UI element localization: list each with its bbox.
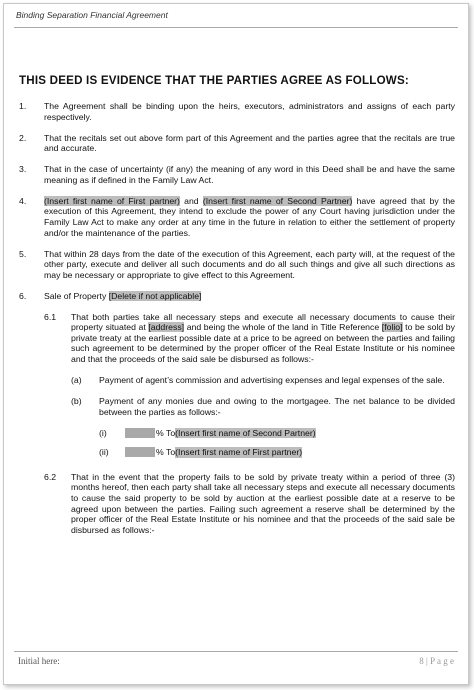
clause-number: 6. bbox=[19, 290, 27, 301]
item-number: (a) bbox=[71, 375, 82, 386]
clause-text: That the recitals set out above form part of this Agreement and the parties agree that the recitals are true and accurate. bbox=[44, 132, 455, 154]
placeholder-first-partner[interactable]: (Insert first name of First partner) bbox=[44, 195, 180, 206]
page-number bbox=[419, 656, 454, 666]
subclause-6-1 bbox=[44, 312, 455, 365]
placeholder-second-partner[interactable]: (Insert first name of Second Partner) bbox=[202, 195, 353, 206]
item-a bbox=[71, 375, 455, 386]
clause-1 bbox=[19, 101, 455, 122]
page-label: | P a g e bbox=[426, 656, 454, 666]
clause-text: That within 28 days from the date of the execution of this Agreement, each party will, at the request of the other party, execute and deliver all such documents and do all such things and give all such directions as may be necessary or appropriate to give effect to this Agreement. bbox=[44, 248, 455, 280]
document-page bbox=[3, 3, 469, 685]
item-text: Payment of any monies due and owing to the mortgagee. The net balance to be divided between the parties as follows:- bbox=[99, 396, 455, 417]
subclause-text bbox=[71, 312, 455, 365]
footer-rule bbox=[14, 651, 458, 652]
header-rule bbox=[14, 27, 458, 28]
clause-number: 1. bbox=[19, 101, 27, 111]
clause-text: The Agreement shall be binding upon the heirs, executors, administrators and assigns of each party respectively. bbox=[44, 101, 455, 122]
placeholder-second-partner[interactable]: (Insert first name of Second Partner) bbox=[175, 427, 316, 438]
placeholder-folio[interactable]: [folio] bbox=[381, 322, 403, 333]
subclause-text-part: and being the whole of the land in Title Reference bbox=[184, 322, 382, 333]
clause-number: 3. bbox=[19, 164, 27, 175]
clause-4 bbox=[19, 196, 455, 238]
split-i bbox=[99, 428, 455, 439]
deed-heading: THIS DEED IS EVIDENCE THAT THE PARTIES AGREE AS FOLLOWS: bbox=[19, 74, 409, 87]
placeholder-first-partner[interactable]: (Insert first name of First partner) bbox=[175, 447, 303, 458]
clause-2 bbox=[19, 133, 455, 154]
clause-title: Sale of Property bbox=[44, 290, 109, 301]
subclause-number: 6.2 bbox=[44, 471, 57, 482]
clause-number: 2. bbox=[19, 132, 27, 143]
clause-6 bbox=[19, 291, 455, 302]
clause-number: 4. bbox=[19, 195, 27, 206]
placeholder-address[interactable]: [address] bbox=[148, 322, 185, 333]
subclause-6-2 bbox=[44, 472, 455, 536]
clause-text bbox=[44, 291, 455, 302]
subclause-text: That in the event that the property fails to be sold by private treaty within a period of three (3) months hereof, then each party shall take all necessary steps and execute all necessary documents to cause the said property to be sold by auction at the earliest possible date at a reserve to be agreed upon between the parties. Failing such agreement a reserve shall be determined by the proper officer of the Real Estate Institute or his nominee and that the proceeds of the said sale be disbursed as follows:- bbox=[71, 471, 455, 535]
percent-blank-field[interactable] bbox=[125, 428, 155, 438]
item-b bbox=[71, 396, 455, 417]
clause-joiner: and bbox=[179, 195, 203, 206]
subclause-text-part: That both parties take all necessary steps and execute all necessary documents to cause their property situated at bbox=[71, 311, 455, 333]
percent-blank-field[interactable] bbox=[125, 447, 155, 457]
running-header: Binding Separation Financial Agreement bbox=[16, 10, 168, 20]
placeholder-delete-note[interactable]: [Delete if not applicable] bbox=[108, 290, 202, 301]
subclause-text-part: to be sold by private treaty at the earliest possible date at a price to be agreed on between the parties and failing such agreement to be determined by the proper officer of the Real Estate Institute or his nominee and that the proceeds of the said sale be disbursed as follows:- bbox=[71, 322, 455, 365]
clause-text: That in the case of uncertainty (if any) the meaning of any word in this Deed shall be and have the same meaning as if defined in the Family Law Act. bbox=[44, 164, 455, 185]
split-number: (i) bbox=[99, 427, 107, 438]
clause-rest: have agreed that by the execution of this Agreement, they intend to exclude the power of any Court having jurisdiction under the Family Law Act to make any order at any time in the future in relation to either the settlement of property and/or the maintenance of the parties. bbox=[44, 195, 456, 238]
initial-here-label: Initial here: bbox=[18, 656, 60, 666]
split-ii bbox=[99, 447, 455, 458]
item-number: (b) bbox=[71, 396, 82, 406]
clause-3 bbox=[19, 164, 455, 185]
split-number: (ii) bbox=[99, 447, 109, 458]
document-body bbox=[19, 101, 455, 546]
clause-number: 5. bbox=[19, 248, 27, 259]
split-label: % To bbox=[156, 447, 176, 458]
page-number-value: 8 bbox=[419, 656, 424, 666]
clause-text bbox=[44, 196, 455, 238]
clause-5 bbox=[19, 249, 455, 281]
subclause-number: 6.1 bbox=[44, 311, 57, 322]
item-text: Payment of agent’s commission and advertising expenses and legal expenses of the sale. bbox=[99, 375, 445, 386]
split-label: % To bbox=[156, 427, 176, 438]
